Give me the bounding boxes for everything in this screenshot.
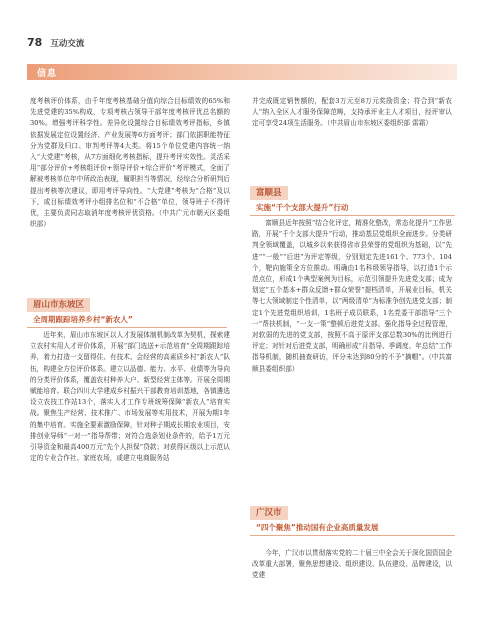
right-column-middle	[252, 218, 452, 375]
paragraph: 近年来，眉山市东坡区以人才发展体制机制改革为契机，探索建立农村实用人才评价体系，开展“部门选送+示范培育”全周期跟踪培养，着力打造一支留得住、有技术、会经营的高素质乡村“新农人”队伍，构建全方位评价体系。建立以品德、能力、水平、业绩等为导向的分类评价体系，覆盖农村种养大户、新型经营主体等。开展全周期赋能培育。联合四川大学建成乡村振兴干部教育培训基地，各镇遴选设立农技工作站13个，落实人才工作专班统筹保障“新农人”培育实战。聚焦生产经营、技术推广、市场发展等实用技术，开展为期1年的集中培育。实施全要素激励保障，针对种子期成长期农业项目，安排创业导师“一对一”指导帮带；对符合选条划业条件的，给予1万元引导资金和最高400万元“先个人担保”贷款；对获得区级以上示范认定的专业合作社、家庭农场，或建立电商服务站	[30, 331, 230, 463]
section-subtitle: “四个聚焦”推动国有企业高质量发展	[250, 520, 455, 536]
page-number: 78	[27, 36, 43, 49]
section-title: 富顺县	[250, 186, 288, 200]
page-header	[27, 36, 84, 50]
right-column-lower	[252, 548, 452, 582]
paragraph: 并完成既定销售额的，配套3万元至8万元奖励资金；符合到“新农人”纳入全区人才服务保障范畴，支持承评业主人才项目，经评审认定可享受24项生活服务。（中共眉山市东坡区委组织部 雷霜）	[252, 97, 452, 128]
left-column	[30, 96, 230, 230]
left-column-lower	[30, 330, 230, 464]
section-name: 互动交流	[50, 39, 85, 49]
paragraph: 度考核评价体系，由千年度考核基础分值向综合目标绩效的65%和先进党建的35%构成，专项考核占领导干部年度考核评优总名额的30%。增强考评科学性。差异化设置综合目标绩效考评指标，乡镇依据发展定位设置经济、产业发展等6方面考评；部门依据职能特征分为党群及归口、审判考评等4大类。将15个单位党建内容统一纳入“大党建”考核，从7方面细化考核指标，提升考评实效性。灵活采用“部分评价+考核组评价+领导评价+综合评价”考评模式，全面了解被考核单位年中所政治表现，履职担当等情况，经综合分析研判后提出考核等次建议，即用考评导向性。“大党建”考核为“合格”及以下，或目标绩效考评小组排名位和“不合格”单位，领导班子不得评优，主要负责同志取消年度考核评优资格。（中共广元市朝天区委组织部）	[30, 97, 230, 229]
section-header-guanghan	[250, 500, 455, 536]
section-header-fushun	[250, 180, 455, 216]
section-subtitle: 全周期跟踪培养乡村“新农人”	[27, 312, 227, 328]
section-title: 眉山市东坡区	[27, 298, 90, 312]
section-header-dongpo	[27, 292, 227, 328]
info-banner	[27, 64, 457, 80]
paragraph: 富顺县近年按照“结合化评定，精准化整改，常态化提升”工作思路，开展“千个支部大提升”行动，推动基层党组织全面进步。分类研判全领域覆盖，以城乡以来获得省市县荣誉的党组织为基础，以“先进”“一般”“后进”为评定等级，分别划定先进161个、773个、104个，靶向施策全方位推动。明确由1名科级领导指导，以打造1个示范点位，形成1个典型案例为目标，示范引领提升先进党支部；成为划定“五个基本+群众反馈+群众荣誉”提档清单，开展业目标，机关等七大领域制定个性清单，以“两级清单”为标准争创先进党支部；制定1个先进党组织培训，1名班子成员联系，1名党委干部指导“三个一”帮扶机制，“一支一策”整顿后进党支部。强化指导全过程管理，对软弱的先进的党支部，按照不高于原评支部总数30%的比例进行评定；对针对后进党支部，明确形成“月指导、季调度、年总结”工作指导机制，随机抽查研访，评分未达到80分的不予“摘帽”。（中共富顺县委组织部）	[252, 219, 452, 373]
banner-label: 信息	[37, 69, 58, 79]
section-subtitle: 实施“千个支部大提升”行动	[250, 200, 455, 216]
paragraph: 今年，广汉市以贯彻落实党的二十届三中全会关于深化国资国企改革重大部署，聚焦思想建设、组织建设、队伍建设、品牌建设，以党建	[252, 549, 452, 580]
section-title: 广汉市	[250, 506, 288, 520]
right-column	[252, 96, 452, 130]
